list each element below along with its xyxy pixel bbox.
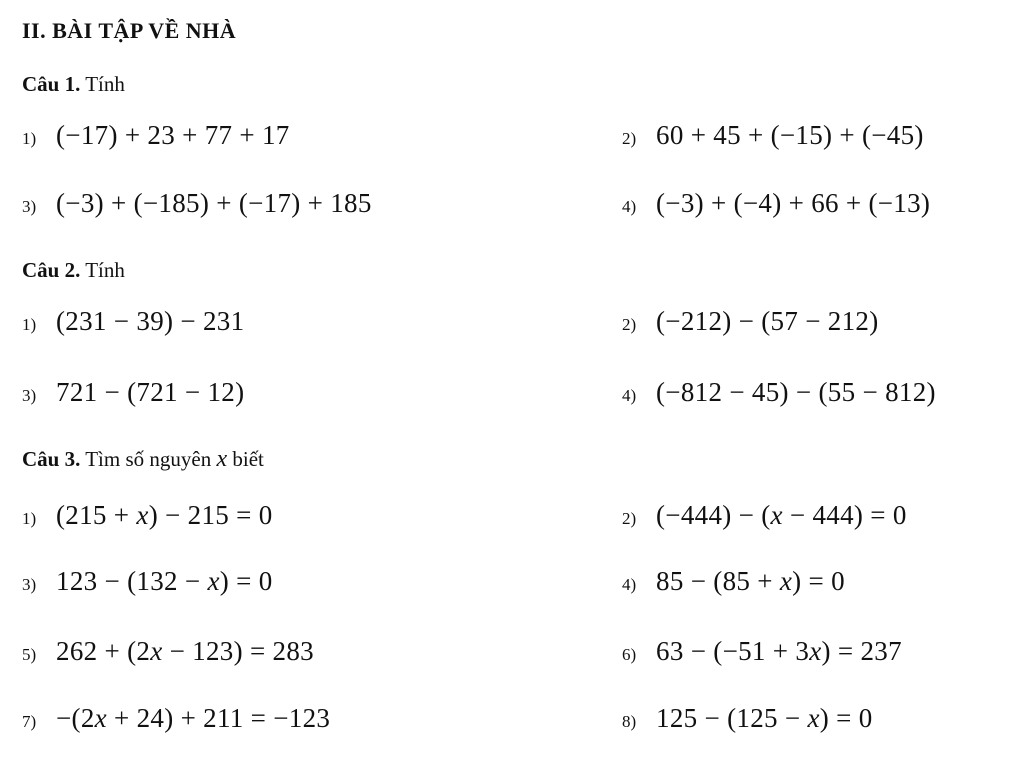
item-number: 5): [22, 645, 37, 664]
question-3-label: Câu 3.: [22, 447, 81, 471]
q1-item-2: [622, 120, 924, 151]
item-number: 1): [22, 315, 37, 334]
item-number: 3): [22, 386, 37, 405]
math-expression: 123 − (132 − x) = 0: [56, 566, 273, 596]
math-expression: (231 − 39) − 231: [56, 306, 245, 336]
item-number: 8): [622, 712, 637, 731]
q3-item-7: [22, 703, 330, 734]
q3-item-2: [622, 500, 907, 531]
item-number: 4): [622, 575, 637, 594]
q3-item-6: [622, 636, 902, 667]
item-number: 2): [622, 129, 637, 148]
math-expression: (−3) + (−185) + (−17) + 185: [56, 188, 372, 218]
q3-item-8: [622, 703, 873, 734]
q1-item-3: [22, 188, 372, 219]
item-number: 1): [22, 509, 37, 528]
item-number: 4): [622, 386, 637, 405]
q2-item-1: [22, 306, 244, 337]
q1-item-4: [622, 188, 930, 219]
question-1-title: [22, 72, 125, 97]
item-number: 2): [622, 315, 637, 334]
question-2-instruction: Tính: [85, 258, 125, 282]
question-2-label: Câu 2.: [22, 258, 81, 282]
math-expression: 721 − (721 − 12): [56, 377, 245, 407]
math-expression: (−212) − (57 − 212): [656, 306, 879, 336]
item-number: 6): [622, 645, 637, 664]
math-expression: (−17) + 23 + 77 + 17: [56, 120, 290, 150]
question-3-instruction: Tìm số nguyên: [85, 447, 212, 471]
item-number: 7): [22, 712, 37, 731]
item-number: 3): [22, 575, 37, 594]
question-1-label: Câu 1.: [22, 72, 81, 96]
q3-item-3: [22, 566, 273, 597]
item-number: 1): [22, 129, 37, 148]
math-expression: (−3) + (−4) + 66 + (−13): [656, 188, 931, 218]
question-1-instruction: Tính: [85, 72, 125, 96]
q3-item-1: [22, 500, 273, 531]
item-number: 4): [622, 197, 637, 216]
item-number: 2): [622, 509, 637, 528]
math-expression: (−812 − 45) − (55 − 812): [656, 377, 936, 407]
q2-item-3: [22, 377, 244, 408]
q3-item-4: [622, 566, 845, 597]
q3-item-5: [22, 636, 314, 667]
math-expression: −(2x + 24) + 211 = −123: [56, 703, 331, 733]
math-expression: (215 + x) − 215 = 0: [56, 500, 273, 530]
math-expression: 63 − (−51 + 3x) = 237: [656, 636, 902, 666]
question-3-variable: x: [216, 446, 228, 472]
question-3-instruction-end: biết: [232, 447, 264, 471]
question-3-title: [22, 446, 264, 473]
section-heading: II. BÀI TẬP VỀ NHÀ: [22, 18, 237, 43]
math-expression: (−444) − (x − 444) = 0: [656, 500, 907, 530]
math-expression: 85 − (85 + x) = 0: [656, 566, 845, 596]
item-number: 3): [22, 197, 37, 216]
q2-item-2: [622, 306, 879, 337]
question-2-title: [22, 258, 125, 283]
q1-item-1: [22, 120, 290, 151]
math-expression: 125 − (125 − x) = 0: [656, 703, 873, 733]
math-expression: 262 + (2x − 123) = 283: [56, 636, 314, 666]
math-expression: 60 + 45 + (−15) + (−45): [656, 120, 924, 150]
q2-item-4: [622, 377, 936, 408]
